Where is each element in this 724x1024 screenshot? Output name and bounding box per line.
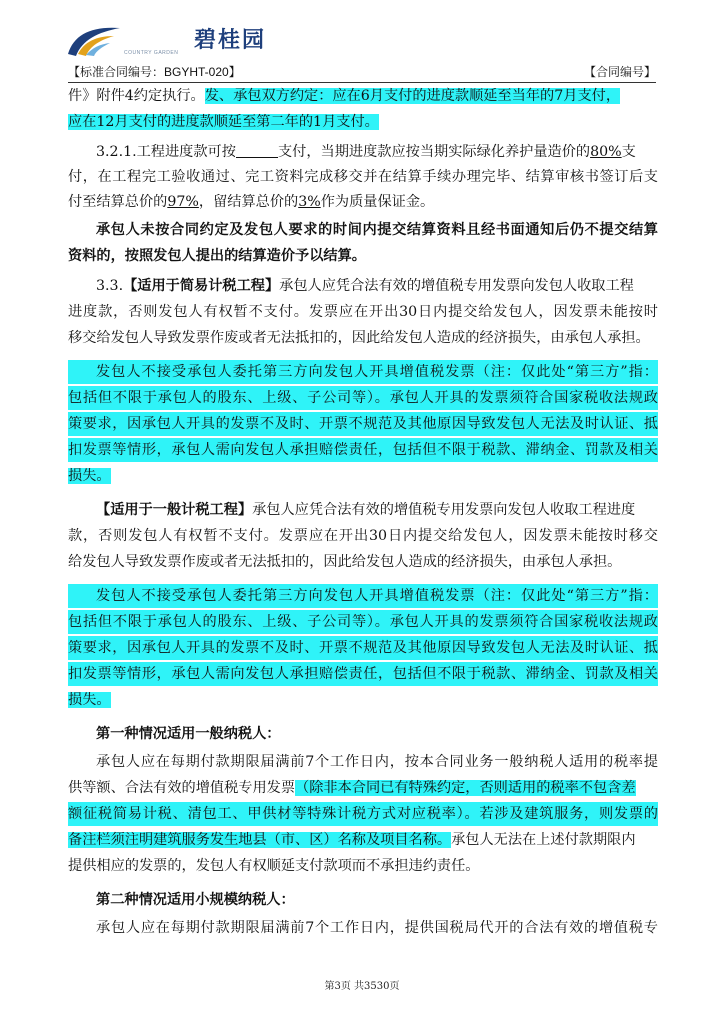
bold-text: 【适用于一般计税工程】	[96, 502, 253, 518]
text-line	[68, 84, 658, 108]
text-segment: 承包人无法在上述付款期限内	[451, 832, 636, 848]
page-footer: 第3页 共3530页	[324, 981, 400, 992]
text-line: 承包人应在每期付款期限届满前7个工作日内，提供国税局代开的合法有效的增值税专	[96, 920, 658, 936]
bold-text-line: 资料的，按照发包人提出的结算造价予以结算。	[68, 248, 366, 264]
section-heading: 第一种情况适用一般纳税人：	[96, 726, 281, 742]
text-segment: 3.2.1.工程进度款可按	[96, 144, 236, 160]
text-segment: 供等额、合法有效的增值税专用发票	[68, 780, 296, 796]
bold-text-line: 承包人未按合同约定及发包人要求的时间内提交结算资料且经书面通知后仍不提交结算	[96, 222, 658, 238]
highlighted-text: 备注栏须注明建筑服务发生地县（市、区）名称及项目名称。	[68, 832, 452, 848]
highlighted-text-line: 包括但不限于承包人的股东、上级、子公司等）。承包人开具的发票须符合国家税收法规政	[68, 386, 658, 410]
highlighted-text-line: 扣发票等情形，承包人需向发包人承担赔偿责任，包括但不限于税款、滞纳金、罚款及相关	[68, 438, 658, 462]
highlighted-text-line: 发包人不接受承包人委托第三方向发包人开具增值税发票（注：仅此处“第三方”指：	[68, 360, 658, 384]
highlighted-text: 损失。	[68, 468, 111, 484]
logo-english-text: COUNTRY GARDEN	[124, 50, 179, 56]
text-segment: 付至结算总价的	[68, 194, 168, 210]
text-line	[68, 464, 658, 488]
highlighted-text: 损失。	[68, 692, 111, 708]
text-line	[68, 498, 658, 522]
retention-rate-value: 3%	[298, 194, 321, 210]
highlighted-text: 应在12月支付的进度款顺延至第二年的1月支付。	[68, 114, 379, 130]
text-line: 进度款，否则发包人有权暂不支付。发票应在开出30日内提交给发包人，因发票未能按时	[68, 304, 658, 320]
highlighted-text-line: 发包人不接受承包人委托第三方向发包人开具增值税发票（注：仅此处“第三方”指：	[68, 584, 658, 608]
text-segment: 作为质量保证金。	[320, 194, 435, 210]
text-line: 款，否则发包人有权暂不支付。发票应在开出30日内提交给发包人，因发票未能按时移交	[68, 528, 658, 544]
text-segment: 承包人应凭合法有效的增值税专用发票向发包人收取工程进度	[252, 502, 636, 518]
text-line: 承包人应在每期付款期限届满前7个工作日内，按本合同业务一般纳税人适用的税率提	[96, 754, 658, 770]
text-line	[68, 688, 658, 712]
settlement-rate-value: 97%	[167, 194, 199, 210]
highlighted-text-line: 策要求，因承包人开具的发票不及时、开票不规范及其他原因导致发包人无法及时认证、抵	[68, 636, 658, 660]
text-line: 提供相应的发票的，发包人有权顺延支付款项而不承担违约责任。	[68, 858, 480, 874]
highlighted-text: 发、承包双方约定：应在6月支付的进度款顺延至当年的7月支付，	[204, 88, 621, 104]
text-line	[68, 776, 658, 800]
highlighted-text-line: 策要求，因承包人开具的发票不及时、开票不规范及其他原因导致发包人无法及时认证、抵	[68, 412, 658, 436]
page-header	[68, 60, 656, 83]
text-segment: 件》附件4约定执行。	[68, 88, 205, 104]
text-line	[68, 274, 658, 298]
text-segment: 3.3.	[96, 278, 124, 294]
standard-contract-number: 【标准合同编号：BGYHT-020】	[68, 65, 241, 79]
text-line	[68, 140, 658, 164]
highlighted-text-line: 额征税简易计税、清包工、甲供材等特殊计税方式对应税率）。若涉及建筑服务，则发票的	[68, 802, 658, 826]
text-segment: 支	[621, 144, 636, 160]
logo-swoosh-icon	[64, 24, 124, 58]
blank-payment-method-field	[236, 141, 278, 158]
text-line: 给发包人导致发票作废或者无法抵扣的，因此给发包人造成的经济损失，由承包人承担。	[68, 554, 622, 570]
highlighted-text-line: 扣发票等情形，承包人需向发包人承担赔偿责任，包括但不限于税款、滞纳金、罚款及相关	[68, 662, 658, 686]
text-line	[68, 828, 658, 852]
text-line	[68, 110, 658, 134]
highlighted-text: （除非本合同已有特殊约定，否则适用的税率不包含差	[295, 780, 636, 796]
text-line: 付，在工程完工验收通过、完工资料完成移交并在结算手续办理完毕、结算审核书签订后支	[68, 169, 658, 185]
text-line	[68, 190, 658, 214]
text-segment: ，留结算总价的	[198, 194, 299, 210]
highlighted-text-line: 包括但不限于承包人的股东、上级、子公司等）。承包人开具的发票须符合国家税收法规政	[68, 610, 658, 634]
text-segment: 承包人应凭合法有效的增值税专用发票向发包人收取工程	[279, 278, 634, 294]
logo-chinese-text: 碧桂园	[194, 28, 267, 53]
bold-text: 【适用于简易计税工程】	[123, 278, 280, 294]
text-line: 移交给发包人导致发票作废或者无法抵扣的，因此给发包人造成的经济损失，由承包人承担。	[68, 330, 650, 346]
section-heading: 第二种情况适用小规模纳税人：	[96, 892, 295, 908]
contract-number-label: 【合同编号】	[583, 65, 656, 79]
progress-rate-value: 80%	[590, 144, 622, 160]
text-segment: 支付，当期进度款应按当期实际绿化养护量造价的	[277, 144, 591, 160]
